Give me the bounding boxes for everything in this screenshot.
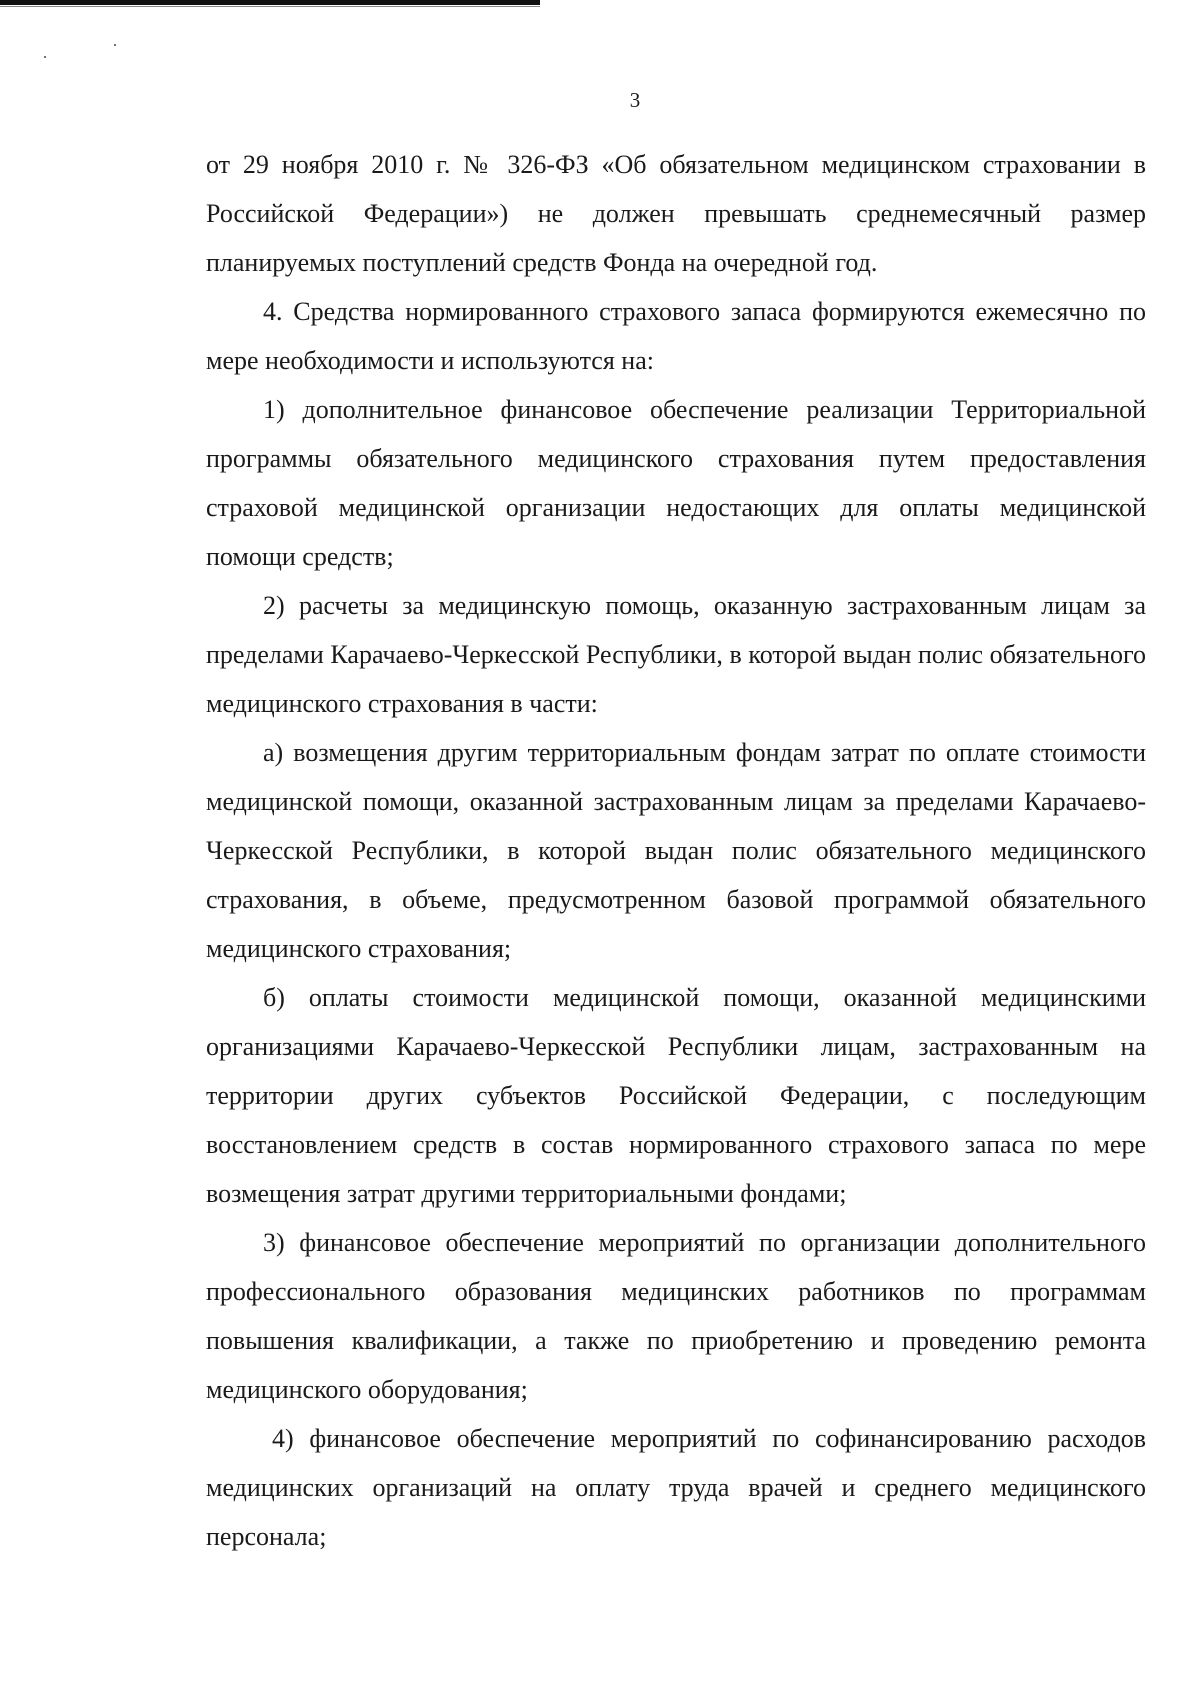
paragraph-subitem-2: 2) расчеты за медицинскую помощь, оказанную застрахованным лицам за пределами Карачаево-Черкесской Республики, в которой выдан полис обязательного медицинского страхования в части: — [206, 591, 1146, 718]
paragraph-subitem-3: 3) финансовое обеспечение мероприятий по организации дополнительного профессионального образования медицинских работников по программам повышения квалификации, а также по приобретению и проведению ремонта медицинского оборудования; — [206, 1228, 1146, 1404]
scan-speck — [114, 44, 116, 46]
paragraph-continuation: от 29 ноября 2010 г. № 326-ФЗ «Об обязательном медицинском страховании в Российской Федерации») не должен превышать среднемесячный размер планируемых поступлений средств Фонда на очередной год. — [206, 150, 1146, 277]
paragraph-subitem-2b: б) оплаты стоимости медицинской помощи, оказанной медицинскими организациями Карачаево-Черкесской Республики лицам, застрахованным на территории других субъектов Российской Федерации, с последующим восстановлением средств в состав нормированного страхового запаса по мере возмещения затрат другими территориальными фондами; — [206, 983, 1146, 1208]
scan-edge-artifact — [0, 0, 540, 5]
document-body — [206, 140, 1146, 1561]
scan-edge-artifact-line — [0, 6, 540, 7]
paragraph-subitem-1: 1) дополнительное финансовое обеспечение реализации Территориальной программы обязательного медицинского страхования путем предоставления страховой медицинской организации недостающих для оплаты медицинской помощи средств; — [206, 395, 1146, 571]
paragraph-item-4: 4. Средства нормированного страхового запаса формируются ежемесячно по мере необходимости и используются на: — [206, 297, 1146, 375]
paragraph-subitem-4: 4) финансовое обеспечение мероприятий по софинансированию расходов медицинских организаций на оплату труда врачей и среднего медицинского персонала; — [206, 1424, 1146, 1551]
page-number: 3 — [629, 88, 641, 112]
paragraph-subitem-2a: а) возмещения другим территориальным фондам затрат по оплате стоимости медицинской помощи, оказанной застрахованным лицам за пределами Карачаево-Черкесской Республики, в которой выдан полис обязательного медицинского страхования, в объеме, предусмотренном базовой программой обязательного медицинского страхования; — [206, 738, 1146, 963]
scan-speck — [44, 56, 46, 58]
